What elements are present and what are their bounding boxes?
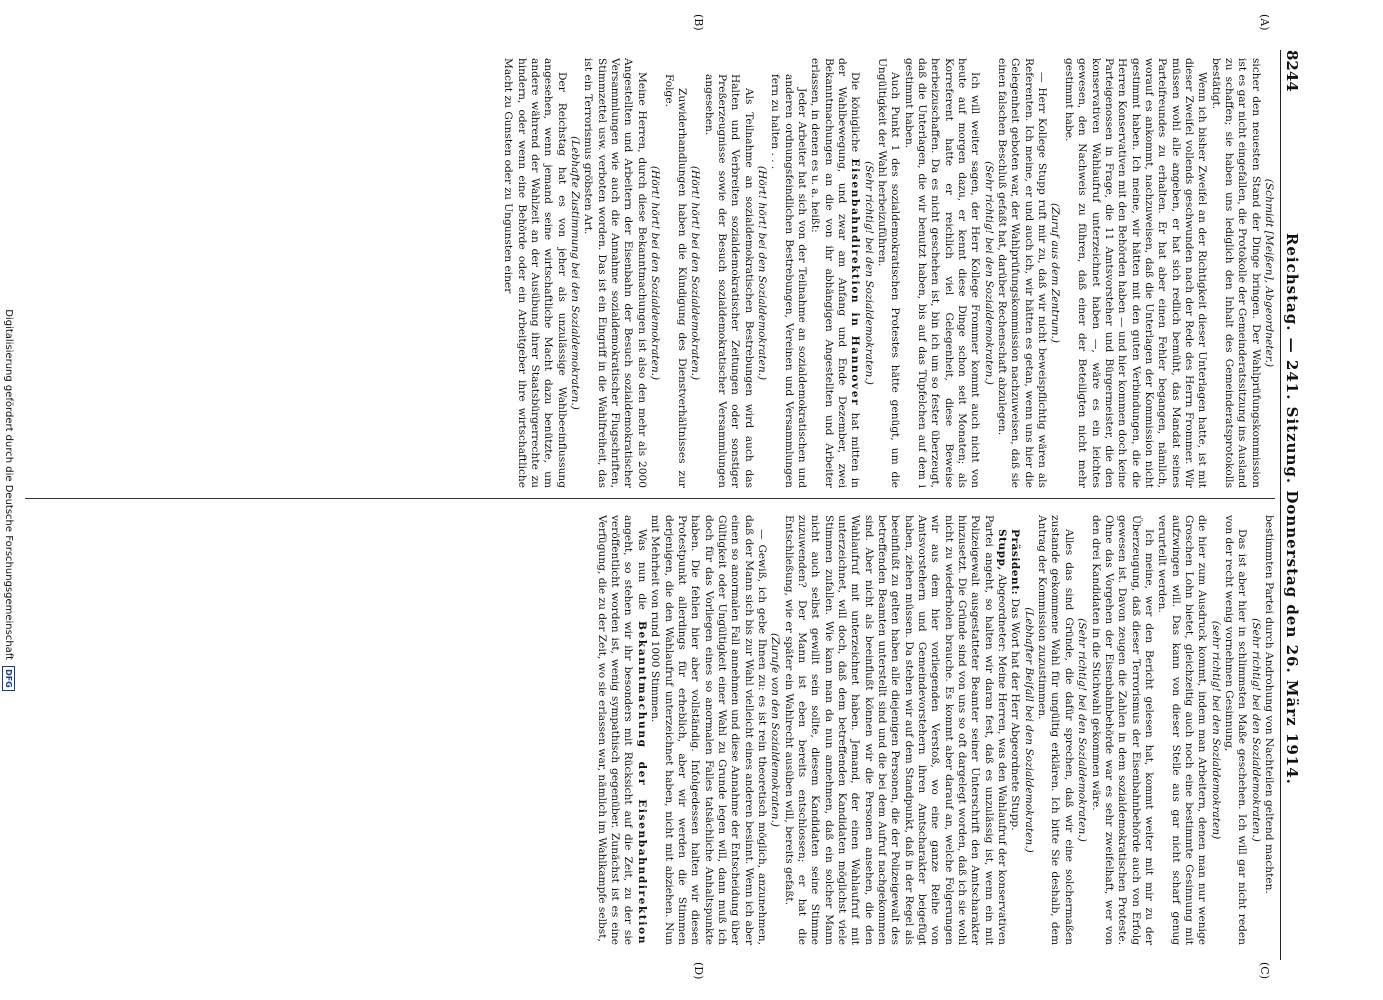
paragraph: Ich will weiter sagen, der Herr Kollege Frommer kommt auch nicht von heute auf morgen dazu, er kennt diese Dinge schon seit Monaten; als Korreferent hatte er reichlich viel Gelegenheit, diese Beweise herbeizuschaffen. Da es nicht geschehen ist, bin ich um so fester überzeugt, daß die Unterlagen, die wir benutzt haben, bis auf das Tüpfelchen auf dem i gestimmt haben. <box>902 58 982 488</box>
stage-direction: (Hört! hört! bei den Sozialdemokraten.) <box>755 165 768 381</box>
left-text-column <box>25 58 1275 488</box>
paragraph: die hier zum Ausdruck kommt, indem man Arbeitern, denen man nur wenige Groschen Lohn bietet, gleichzeitig auch noch eine bestimmte Gesinnung mit aufzwingen will. Das kann von dieser Stelle aus gar nicht scharf genug verurteilt werden. <box>1156 515 1209 945</box>
stage-direction: (Zurufe von den Sozialdemokraten.) <box>769 633 782 827</box>
footer-credit: Digitalisierung gefördert durch die Deutsche Forschungsgemeinschaft <box>3 309 15 661</box>
paragraph: Jeder Arbeiter hat sich von der Teilnahme an sozialdemokratischen und anderen ordnungsfeindlichen Bestrebungen, Vereinen und Versammlungen fern zu halten . . . <box>769 74 808 488</box>
margin-mark-d: (D) <box>692 962 705 980</box>
column-divider <box>25 498 1275 499</box>
stage-direction: (Zuruf aus dem Zentrum.) <box>1049 202 1062 344</box>
paragraph: Die königliche Eisenbahndirektion in Hannover hat mitten in der Wahlbewegung, und zwar am Anfang und Ende Dezember, zwei Bekanntmachungen an die von ihr abhängigen Angestellten und Arbeiter erlassen, in denen es u. a. heißt: <box>809 58 862 488</box>
emphasized-text: Bekanntmachung der Eisenbahndirektion <box>635 621 648 945</box>
paragraph: Stupp, Abgeordneter: Meine Herren, was den Wahlaufruf der konservativen Partei angeht, so halten wir daran fest, daß es unzulässig ist, wenn ein mit Polizeigewalt ausgestatteter Beamter seiner Unterschrift den Amtscharakter hinzusetzt. Die Gründe sind von uns so oft dargelegt worden, daß ich sie wohl nicht zu wiederholen brauche. Es kommt aber darauf an, welche Folgerungen wir aus dem hier vorliegenden Verstoß, wo eine ganze Reihe von Amtsvorstehern und Gemeindevorstehern ihren Amtscharakter beigefügt haben, ziehen müssen. Da stehen wir auf dem Standpunkt, daß in der Regel als beeinflußt zu gelten haben alle diejenigen Personen, die der Polizeigewalt des betreffenden Beamten unterstellt sind und die bei dem Aufruf nachgekommen sind. Aber nicht als beeinflußt können wir die Personen ansehen, die den Wahlaufruf mit unterzeichnet haben. Jemand, der einen Wahlaufruf mit unterzeichnet, will doch, daß dem betreffenden Kandidaten möglichst viele Stimmen zufallen. Wie kann man da nun annehmen, daß ein solcher Mann nicht auch selbst gewillt sein sollte, diesem Kandidaten seine Stimme zuzuwenden? Der Mann ist eben bereits entschlossen; er hat die Entschließung, wie er später ein Wahlrecht ausüben will, bereits gefaßt. <box>782 515 1009 945</box>
paragraph: — Herr Kollege Stupp ruft mir zu, daß wir nicht beweispflichtig wären als Referenten. Ich meine, er und auch ich, wir hätten es getan, wenn uns hier die Gelegenheit geboten war, der Wahlprüfungskommission nachzuweisen, daß sie einen falschen Beschluß gefaßt hat, darüber Rechenschaft abzulegen. <box>996 58 1049 488</box>
stage-direction: (Sehr richtig! bei den Sozialdemokraten.) <box>1249 618 1262 842</box>
paragraph: Das ist aber hier in schlimmsten Maße geschehen. Ich will gar nicht reden von der recht wenig vornehmen Gesinnung, <box>1222 515 1249 945</box>
right-text-column <box>25 515 1275 945</box>
stage-direction: (Lebhafte Zustimmung bei den Sozialdemokraten.) <box>569 136 582 410</box>
page-number: 8244 <box>1283 50 1301 92</box>
paragraph: — Gewiß, ich gebe Ihnen zu: es ist rein theoretisch möglich, anzunehmen, daß der Mann sich bis zur Wahl vielleicht eines anderen besinnt. Wenn ich aber einen so anormalen Fall annehmen und diese Annahme der Entscheidung über Gültigkeit oder Ungültigkeit einer Wahl zu Grunde legen will, dann muß ich doch für das Vorliegen eines so anormalen Falles tatsächliche Anhaltspunkte haben. Die fehlen hier aber vollständig. Infolgedessen halten wir diesen Protestpunkt allerdings für erheblich, aber wir werden die Stimmen derjenigen, die den Wahlaufruf unterzeichnet haben, nicht mit abziehen. Nun mit Mehrheit von rund 1000 Stimmen. <box>649 515 768 945</box>
paragraph: Der Reichstag hat es von jeher als unzulässige Wahlbeeinflussung angesehen, wenn jemand seine wirtschaftliche Macht dazu benützte, um andere während der Wahlzeit an der Ausübung ihrer Staatsbürgerrechte zu hindern, oder wenn eine Behörde oder ein Arbeitgeber ihre wirtschaftliche Macht zu Gunsten oder zu Ungunsten einer <box>502 58 568 488</box>
paragraph: Als Teilnahme an sozialdemokratischen Bestrebungen wird auch das Halten und Verbreiten sozialdemokratischer Zeitungen oder sonstiger Preßerzeugnisse sowie der Besuch sozialdemokratischer Versammlungen angesehen. <box>702 74 755 488</box>
stage-direction: (Hört! hört! bei den Sozialdemokraten.) <box>689 165 702 381</box>
stage-direction: (Sehr richtig! bei den Sozialdemokraten.) <box>982 161 995 385</box>
paragraph: sicher den neuesten Stand der Dinge bringen. Der Wahlprüfungskommission ist es gar nicht eingefallen, die Protokolle der Gemeinderatssitzung ins Ausland zu schaffen; sie haben uns lediglich den Inhalt des Gemeinderatsprotokolls bestätigt. <box>1209 58 1262 488</box>
margin-mark-c: (C) <box>1258 962 1271 979</box>
paragraph: Präsident: Das Wort hat der Herr Abgeordnete Stupp. <box>1009 529 1022 831</box>
stage-direction: (Hört! hört! bei den Sozialdemokraten.) <box>649 165 662 381</box>
paragraph: bestimmten Partei durch Androhung von Nachteilen geltend machten. <box>1263 515 1275 894</box>
margin-mark-b: (B) <box>692 14 705 31</box>
margin-mark-a: (A) <box>1258 14 1271 31</box>
paragraph: Was nun die Bekanntmachung der Eisenbahndirektion angeht, so stehen wir ihr besonders mit Rücksicht auf die Zeit, zu der sie veröffentlicht worden ist, wenig sympathisch gegenüber. Zunächst ist es eine Verfügung, die zu der Zeit, wo sie erlassen war, nämlich im Wahlkampfe selbst, <box>595 515 648 945</box>
running-header: Reichstag. — 241. Sitzung. Donnerstag den 26. März 1914. <box>1283 232 1301 785</box>
dfg-logo: DFG <box>3 666 16 691</box>
page-header <box>1283 50 1309 960</box>
stage-direction: (Sehr richtig! bei den Sozialdemokraten.) <box>1076 618 1089 842</box>
paragraph: Alles das sind Gründe, die dafür sprechen, daß wir eine solchermaßen zustande gekommene Wahl für ungültig erklären. Ich bitte Sie deshalb, dem Antrag der Kommission zuzustimmen. <box>1036 515 1075 945</box>
paragraph: Auch Punkt 1 des sozialdemokratischen Protestes hätte genügt, um die Ungültigkeit der Wahl herbeizuführen. <box>876 58 902 488</box>
paragraph: Wenn ich bisher Zweifel an der Richtigkeit dieser Unterlagen hatte, ist mit dieser Zweifel vollends geschwunden nach der Rede des Herrn Frommer. Wir müssen wohl alle angeben, er hat sich redlich bemüht, das Mandat seines Parteifreundes zu erhalten. Er hat aber einen Fehler begangen, nämlich, worauf es ankommt, nachzuweisen, daß die Unterlagen der Kommission nicht gestimmt haben. Ich meine, wir hätten mit den guten Verbindungen, die die Herren Konservativen mit den Behörden haben — und hier kommen doch keine Parteigenossen in Frage, die 11 Amtsvorsteher und Bürgermeister, die den konservativen Wahlaufruf unterzeichnet haben —, wäre es ein leichtes gewesen, den Nachweis zu führen, daß einer der Beteiligten nicht mehr gestimmt habe. <box>1062 58 1209 488</box>
paragraph: Ich meine, wer den Bericht gelesen hat, kommt weiter mit mir zu der Überzeugung, daß dieser Terrorismus der Eisenbahnbehörde auch von Erfolg gewesen ist. Davon zeugen die Zahlen in dem sozialdemokratischen Proteste. Ohne das Vorgehen der Eisenbahnbehörde war es sehr zweifelhaft, wer von den drei Kandidaten in die Stichwahl gekommen wäre. <box>1089 515 1155 945</box>
stage-direction: (Lebhafter Beifall bei den Sozialdemokraten.) <box>1022 607 1035 853</box>
page-footer <box>1 0 17 1000</box>
stage-direction: (Sehr richtig! bei den Sozialdemokraten.) <box>862 161 875 385</box>
paragraph: Zuwiderhandlungen haben die Kündigung des Dienstverhältnisses zur Folge. <box>662 74 688 488</box>
paragraph: Meine Herren, durch diese Bekanntmachungen ist also den mehr als 2000 Angestellten und Arbeitern der Eisenbahn der Besuch sozialdemokratischer Versammlungen wie auch die Annahme sozialdemokratischer Flugschriften, Stimmzettel usw. verboten worden. Das ist ein Eingriff in die Wahlfreiheit, das ist ein Terrorismus gröbsten Art. <box>582 58 648 488</box>
stage-direction: (Schmidt [Meißen], Abgeordneter.) <box>1263 178 1275 368</box>
speaker-name: Präsident: <box>1009 529 1022 596</box>
header-rule <box>1280 50 1281 960</box>
stage-direction: (sehr richtig! bei den Sozialdemokraten) <box>1209 620 1222 840</box>
speaker-name: Stupp, <box>996 529 1009 571</box>
emphasized-text: Eisenbahndirektion in Hannover <box>849 158 862 407</box>
